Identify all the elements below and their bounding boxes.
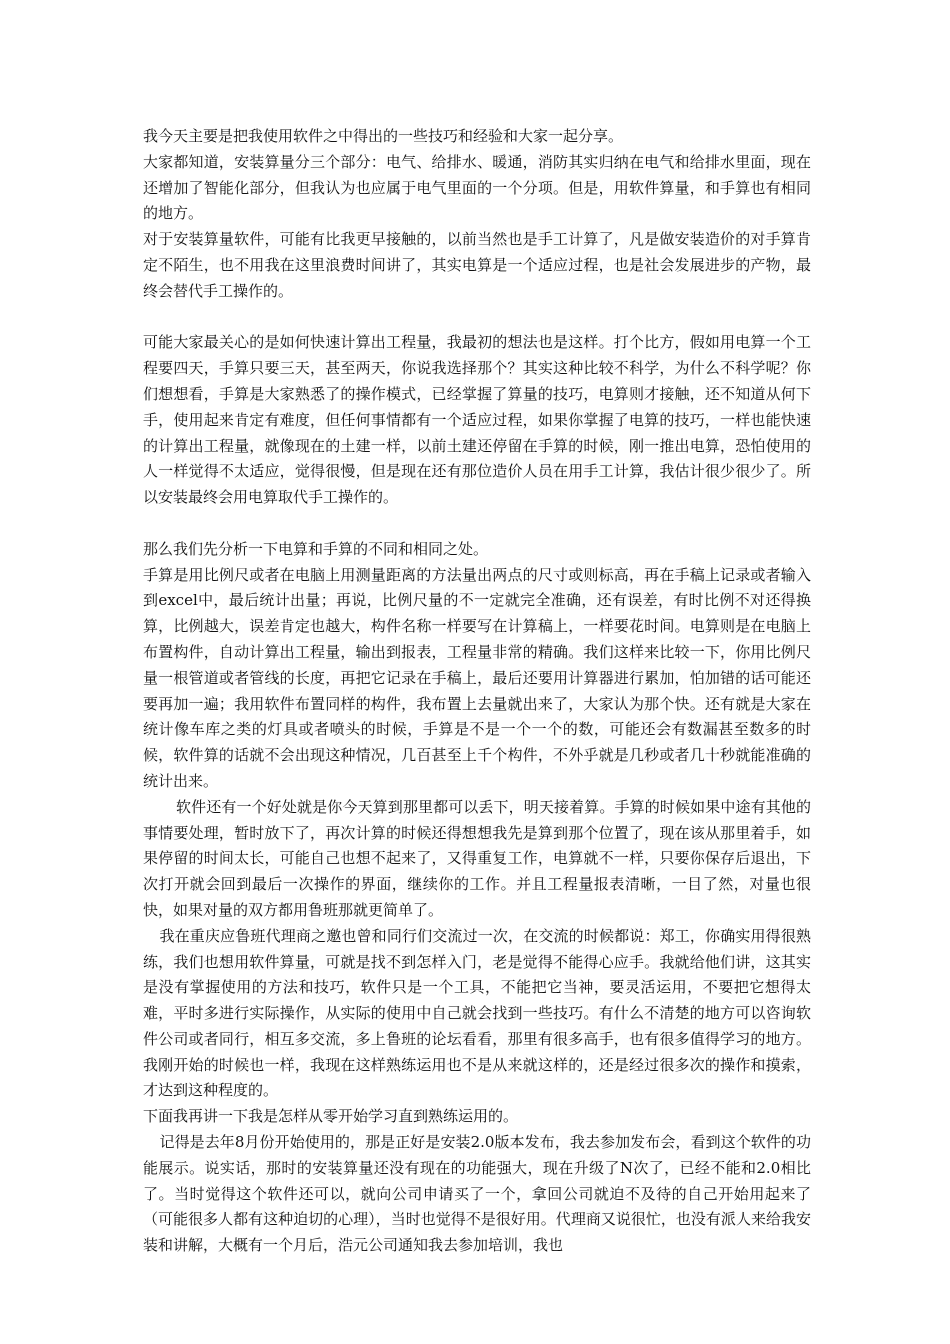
paragraph-spacer — [143, 305, 811, 331]
paragraph-spacer — [143, 511, 811, 537]
paragraph-save-advantage: 软件还有一个好处就是你今天算到那里都可以丢下，明天接着算。手算的时候如果中途有其他的事情要处理，暂时放下了，再次计算的时候还得想想我先是算到那个位置了，现在该从那里着手，如果停留的时间太长，可能自己也想不起来了，又得重复工作，电算就不一样，只要你保存后退出，下次打开就会回到最后一次操作的界面，继续你的工作。并且工程量报表清晰，一目了然，对量也很快，如果对量的双方都用鲁班那就更简单了。 — [143, 797, 811, 919]
paragraph-compare-intro: 那么我们先分析一下电算和手算的不同和相同之处。 — [143, 539, 489, 558]
paragraph-speed-concern: 可能大家最关心的是如何快速计算出工程量，我最初的想法也是这样。打个比方，假如用电算一个工程要四天，手算只要三天，甚至两天，你说我选择那个？其实这种比较不科学，为什么不科学呢？你们想想看，手算是大家熟悉了的操作模式，已经掌握了算量的技巧，电算则才接触，还不知道从何下手，使用起来肯定有难度，但任何事情都有一个适应过程，如果你掌握了电算的技巧，一样也能快速的计算出工程量，就像现在的土建一样，以前土建还停留在手算的时候，刚一推出电算，恐怕使用的人一样觉得不太适应，觉得很慢，但是现在还有那位造价人员在用手工计算，我估计很少很少了。所以安装最终会用电算取代手工操作的。 — [143, 333, 811, 507]
paragraph-learning-story: 记得是去年8月份开始使用的，那是正好是安装2.0版本发布，我去参加发布会，看到这个软件的功能展示。说实话，那时的安装算量还没有现在的功能强大，现在升级了N次了，已经不能和2.0相比了。当时觉得这个软件还可以，就向公司申请买了一个，拿回公司就迫不及待的自己开始用起来了（可能很多人都有这种迫切的心理），当时也觉得不是很好用。代理商又说很忙，也没有派人来给我安装和讲解，大概有一个月后，浩元公司通知我去参加培训，我也 — [143, 1133, 811, 1255]
paragraph-chongqing-exchange: 我在重庆应鲁班代理商之邀也曾和同行们交流过一次，在交流的时候都说：郑工，你确实用得很熟练，我们也想用软件算量，可就是找不到怎样入门，老是觉得不能得心应手。我就给他们讲，这其实是没有掌握使用的方法和技巧，软件只是一个工具，不能把它当神，要灵活运用，不要把它想得太难，平时多进行实际操作，从实际的使用中自己就会找到一些技巧。有什么不清楚的地方可以咨询软件公司或者同行，相互多交流，多上鲁班的论坛看看，那里有很多高手，也有很多值得学习的地方。我刚开始的时候也一样，我现在这样熟练运用也不是从来就这样的，还是经过很多次的操作和摸索，才达到这种程度的。 — [143, 926, 811, 1100]
paragraph-compare-detail: 手算是用比例尺或者在电脑上用测量距离的方法量出两点的尺寸或则标高，再在手稿上记录或者输入到excel中，最后统计出量；再说，比例尺量的不一定就完全准确，还有误差，有时比例不对还得换算，比例越大，误差肯定也越大，构件名称一样要写在计算稿上，一样要花时间。电算则是在电脑上布置构件，自动计算出工程量，输出到报表，工程量非常的精确。我们这样来比较一下，你用比例尺量一根管道或者管线的长度，再把它记录在手稿上，最后还要用计算器进行累加，怕加错的话可能还要再加一遍；我用软件布置同样的构件，我布置上去量就出来了，大家认为那个快。还有就是大家在统计像车库之类的灯具或者喷头的时候，手算是不是一个一个的数，可能还会有数漏甚至数多的时候，软件算的话就不会出现这种情况，几百甚至上千个构件，不外乎就是几秒或者几十秒就能准确的统计出来。 — [143, 565, 811, 790]
paragraph-intro: 我今天主要是把我使用软件之中得出的一些技巧和经验和大家一起分享。 — [143, 127, 624, 145]
paragraph-manual-calculation: 对于安装算量软件，可能有比我更早接触的，以前当然也是手工计算了，凡是做安装造价的对手算肯定不陌生，也不用我在这里浪费时间讲了，其实电算是一个适应过程，也是社会发展进步的产物，最终会替代手工操作的。 — [143, 230, 811, 300]
document-page — [143, 124, 811, 1259]
paragraph-three-parts: 大家都知道，安装算量分三个部分：电气、给排水、暖通，消防其实归纳在电气和给排水里面，现在还增加了智能化部分，但我认为也应属于电气里面的一个分项。但是，用软件算量，和手算也有相同的地方。 — [143, 152, 811, 223]
paragraph-learning-intro: 下面我再讲一下我是怎样从零开始学习直到熟练运用的。 — [143, 1107, 519, 1126]
